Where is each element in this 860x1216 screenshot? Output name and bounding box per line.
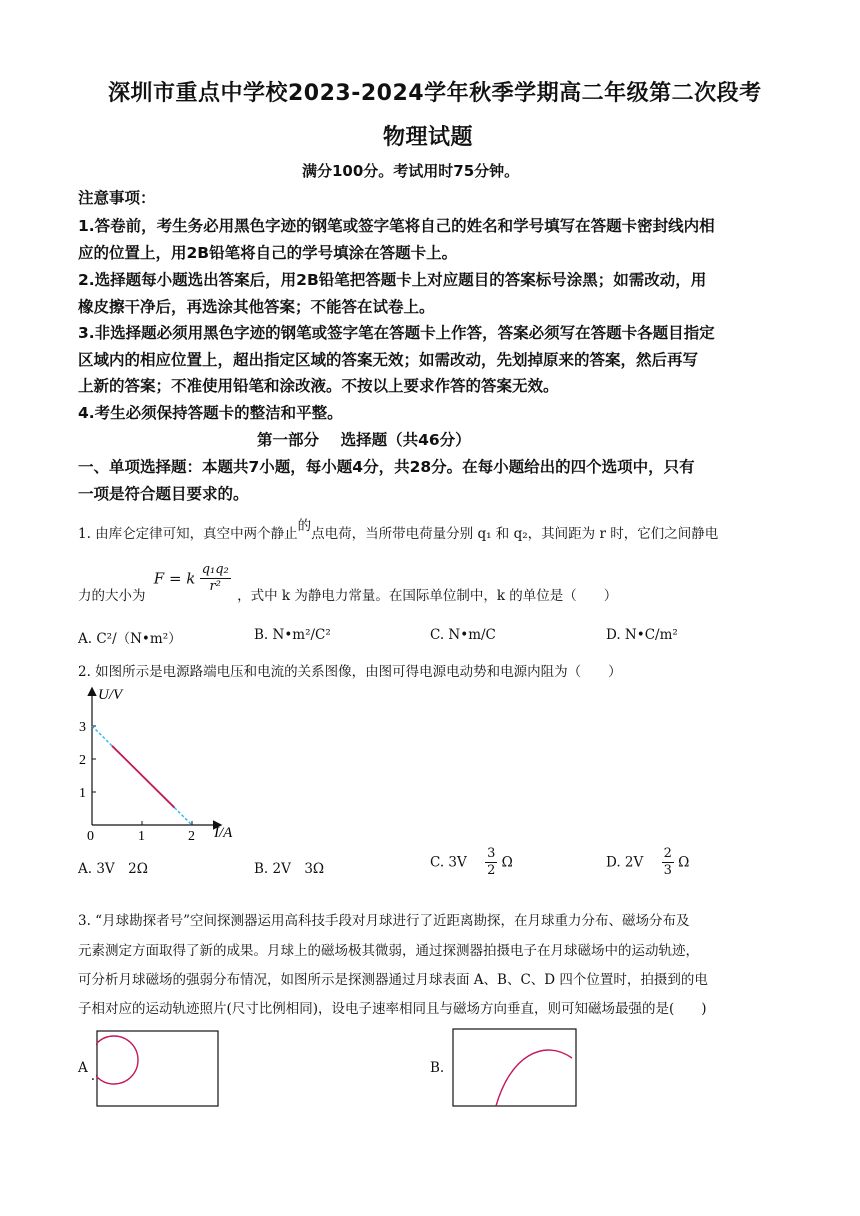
ui-line-extension	[175, 808, 193, 825]
x-axis-label: I/A	[214, 825, 233, 841]
notice-item-2-line-1: 2.选择题每小题选出答案后，用2B铅笔把答题卡上对应题目的答案标号涂黑；如需改动，用	[78, 271, 707, 289]
trajectory-photo-b	[452, 1028, 578, 1108]
ui-line-extension	[92, 726, 112, 746]
question-1-line-1: 1. 由库仑定律可知，真空中两个静止的点电荷，当所带电荷量分别 q₁ 和 q₂，其间距为 r 时，它们之间静电	[78, 518, 719, 542]
question-3-line-3: 可分析月球磁场的强弱分布情况，如图所示是探测器通过月球表面 A、B、C、D 四个位置时，拍摄到的电	[78, 972, 708, 988]
question-1-line-2: 力的大小为 F = k $\frac{\text{q₁q₂}}{\text{r²}}$ ，式中 k 为静电力常量。在国际单位制中，k 的单位是（ ）	[78, 562, 618, 604]
x-tick-label: 1	[138, 829, 145, 843]
section-heading-line-1: 一、单项选择题：本题共7小题，每小题4分，共28分。在每小题给出的四个选项中，只有	[78, 458, 695, 476]
notice-item-3-line-2: 区域内的相应位置上，超出指定区域的答案无效；如需改动，先划掉原来的答案，然后再写	[78, 351, 699, 369]
exam-subject: 物理试题	[383, 125, 474, 150]
y-tick-label: 2	[79, 753, 86, 768]
ui-line-segment	[112, 746, 175, 808]
question-3-line-4: 子相对应的运动轨迹照片(尺寸比例相同)，设电子速率相同且与磁场方向垂直，则可知磁场最强的是( )	[78, 1001, 707, 1017]
exam-title: 深圳市重点中学校2023-2024学年秋季学期高二年级第二次段考	[108, 81, 762, 106]
part1-heading: 第一部分 选择题（共46分）	[257, 431, 471, 449]
x-tick-label: 2	[188, 829, 195, 843]
question-1-option-b[interactable]: B. N•m²/C²	[254, 627, 331, 643]
question-3-option-b-label[interactable]: B.	[430, 1060, 445, 1076]
question-2-stem: 2. 如图所示是电源路端电压和电流的关系图像，由图可得电源电动势和电源内阻为（ ）	[78, 664, 622, 680]
x-tick-label: 0	[87, 829, 94, 843]
y-tick-label: 3	[79, 720, 86, 735]
notice-item-2-line-2: 橡皮擦干净后，再选涂其他答案；不能答在试卷上。	[78, 298, 435, 316]
y-tick-label: 1	[79, 786, 86, 801]
notice-item-4: 4.考生必须保持答题卡的整洁和平整。	[78, 404, 343, 422]
notice-item-3-line-3: 上新的答案；不准使用铅笔和涂改液。不按以上要求作答的答案无效。	[78, 377, 559, 395]
question-2-option-c[interactable]: C. 3V $\frac{3}{2}$ Ω	[430, 846, 513, 878]
notice-item-3-line-1: 3.非选择题必须用黑色字迹的钢笔或签字笔在答题卡上作答，答案必须写在答题卡各题目指定	[78, 324, 715, 342]
question-1-option-d[interactable]: D. N•C/m²	[606, 627, 678, 643]
coulomb-formula: F = k $\frac{\text{q₁q₂}}{\text{r²}}$	[153, 562, 229, 595]
trajectory-photo-a	[96, 1030, 220, 1108]
notice-item-1-line-1: 1.答卷前，考生务必用黑色字迹的钢笔或签字笔将自己的姓名和学号填写在答题卡密封线内相	[78, 217, 715, 235]
section-heading-line-2: 一项是符合题目要求的。	[78, 485, 249, 503]
question-2-option-a[interactable]: A. 3V 2Ω	[78, 861, 148, 877]
question-3-option-a-label[interactable]: A .	[78, 1060, 96, 1084]
question-3-line-2: 元素测定方面取得了新的成果。月球上的磁场极其微弱，通过探测器拍摄电子在月球磁场中的运动轨迹，	[78, 943, 699, 959]
question-1-option-c[interactable]: C. N•m/C	[430, 627, 496, 643]
ui-graph	[72, 683, 252, 843]
question-2-option-b[interactable]: B. 2V 3Ω	[254, 861, 325, 877]
question-2-option-d[interactable]: D. 2V $\frac{2}{3}$ Ω	[606, 846, 690, 878]
notice-item-1-line-2: 应的位置上，用2B铅笔将自己的学号填涂在答题卡上。	[78, 244, 458, 262]
y-axis-label: U/V	[98, 687, 123, 703]
question-1-option-a[interactable]: A. C²/（N•m²）	[78, 631, 182, 647]
notice-heading: 注意事项：	[78, 189, 156, 207]
question-3-line-1: 3. “月球勘探者号”空间探测器运用高科技手段对月球进行了近距离勘探，在月球重力分布、磁场分布及	[78, 913, 690, 929]
exam-info: 满分100分。考试用时75分钟。	[302, 162, 520, 180]
